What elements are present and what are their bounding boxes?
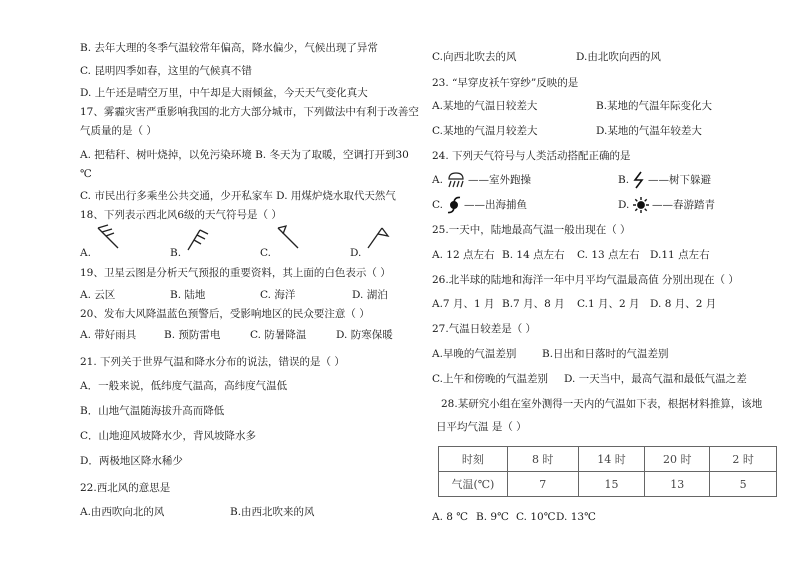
q16-option-d: D. 上午还是晴空万里，中午却是大雨倾盆，今天天气变化真大 bbox=[80, 87, 368, 99]
q24-stem: 24. 下列天气符号与人类活动搭配正确的是 bbox=[432, 150, 631, 162]
q26-option-d: D. 8 月、2 月 bbox=[650, 298, 717, 310]
q21-stem: 21. 下列关于世界气温和降水分布的说法，错误的是（ ） bbox=[80, 356, 345, 368]
rain-icon bbox=[446, 171, 466, 189]
q16-option-c: C. 昆明四季如春，这里的气候真不错 bbox=[80, 65, 252, 77]
q28-stem-line1: 28.某研究小组在室外测得一天内的气温如下表，根据材料推算，该地 bbox=[441, 398, 763, 410]
table-header-cell: 8 时 bbox=[507, 447, 578, 472]
q28-option-b: B. 9℃ bbox=[476, 511, 509, 523]
q26-option-b: B.7 月、8 月 bbox=[502, 298, 565, 310]
q24-option-d-label: D. bbox=[618, 199, 630, 211]
q18-option-c-label: C. bbox=[260, 247, 271, 259]
table-row bbox=[439, 472, 777, 497]
wind-barb-b-icon bbox=[184, 226, 212, 258]
wind-barb-a-icon bbox=[94, 224, 122, 256]
q22-option-c: C.向西北吹去的风 bbox=[432, 51, 517, 63]
q17-stem-line2: 气质量的是（ ） bbox=[80, 125, 157, 137]
table-cell: 5 bbox=[710, 472, 777, 497]
q26-option-a: A.7 月、1 月 bbox=[432, 298, 495, 310]
table-cell: 7 bbox=[507, 472, 578, 497]
q23-option-c: C.某地的气温月较差大 bbox=[432, 125, 538, 137]
table-cell: 气温(℃) bbox=[439, 472, 508, 497]
q22-option-a: A.由西吹向北的风 bbox=[80, 506, 165, 518]
q21-option-b: B．山地气温随海拔升高而降低 bbox=[80, 405, 225, 417]
q20-option-c: C. 防暑降温 bbox=[250, 329, 307, 341]
q24-option-a-text: ——室外跑操 bbox=[468, 174, 531, 186]
q23-stem: 23. “早穿皮袄午穿纱”反映的是 bbox=[432, 77, 579, 89]
q19-stem: 19、卫星云图是分析天气预报的重要资料，其上面的白色表示（ ） bbox=[80, 267, 391, 279]
q25-option-c: C. 13 点左右 bbox=[577, 249, 640, 261]
q26-option-c: C.1 月、2 月 bbox=[577, 298, 640, 310]
q20-stem: 20、发布大风降温蓝色预警后，受影响地区的民众要注意（ ） bbox=[80, 308, 370, 320]
q24-option-c-label: C. bbox=[432, 199, 443, 211]
q25-option-d: D.11 点左右 bbox=[650, 249, 710, 261]
table-header-cell: 20 时 bbox=[645, 447, 710, 472]
q19-option-c: C. 海洋 bbox=[260, 289, 296, 301]
wind-flag-c-icon bbox=[274, 224, 302, 256]
q27-option-d: D. 一天当中，最高气温和最低气温之差 bbox=[564, 373, 747, 385]
q28-stem-line2: 日平均气温 是（ ） bbox=[436, 421, 527, 433]
q24-options-ab bbox=[432, 173, 777, 191]
q25-stem: 25.一天中，陆地最高气温一般出现在（ ） bbox=[432, 224, 631, 236]
q18-option-a-label: A. bbox=[80, 247, 91, 259]
q25-option-b: B. 14 点左右 bbox=[502, 249, 565, 261]
q28-option-a: A. 8 ℃ bbox=[432, 511, 469, 523]
q17-options-ab: A. 把秸秆、树叶烧掉，以免污染环境 B. 冬天为了取暖，空调打开到30 bbox=[80, 149, 409, 161]
q27-option-a: A.早晚的气温差别 bbox=[432, 348, 517, 360]
q24-options-cd bbox=[432, 198, 777, 216]
q18-options bbox=[80, 246, 415, 266]
table-header-cell: 14 时 bbox=[578, 447, 645, 472]
table-cell: 13 bbox=[645, 472, 710, 497]
q24-option-b-label: B. bbox=[618, 174, 630, 186]
q27-option-b: B.日出和日落时的气温差别 bbox=[542, 348, 669, 360]
q17-stem-line1: 17、雾霾灾害严重影响我国的北方大部分城市，下列做法中有利于改善空 bbox=[80, 106, 419, 118]
q20-option-a: A. 带好雨具 bbox=[80, 329, 137, 341]
q28-option-c: C. 10℃ bbox=[516, 511, 556, 523]
lightning-icon bbox=[632, 171, 646, 189]
q24-option-d-text: ——春游踏青 bbox=[652, 199, 715, 211]
q24-option-b-text: ——树下躲避 bbox=[648, 174, 711, 186]
table-header-cell: 2 时 bbox=[710, 447, 777, 472]
q23-option-b: B.某地的气温年际变化大 bbox=[596, 100, 713, 112]
table-header-row bbox=[439, 447, 777, 472]
q20-option-d: D. 防寒保暖 bbox=[336, 329, 393, 341]
q20-option-b: B. 预防雷电 bbox=[164, 329, 221, 341]
q16-option-b: B. 去年大理的冬季气温较常年偏高，降水偏少，气候出现了异常 bbox=[80, 42, 378, 54]
q18-stem: 18、下列表示西北风6级的天气符号是（ ） bbox=[80, 209, 282, 221]
q22-option-b: B.由西北吹来的风 bbox=[230, 506, 315, 518]
q23-option-d: D.某地的气温年较差大 bbox=[596, 125, 702, 137]
q24-option-a-label: A. bbox=[432, 174, 443, 186]
table-cell: 15 bbox=[578, 472, 645, 497]
q21-option-a: A．一般来说，低纬度气温高，高纬度气温低 bbox=[80, 380, 288, 392]
q25-option-a: A. 12 点左右 bbox=[432, 249, 495, 261]
q19-option-b: B. 陆地 bbox=[170, 289, 206, 301]
q22-option-d: D.由北吹向西的风 bbox=[576, 51, 661, 63]
q27-stem: 27.气温日较差是（ ） bbox=[432, 323, 537, 335]
typhoon-icon bbox=[446, 196, 462, 214]
q28-option-d: D. 13℃ bbox=[556, 511, 596, 523]
q18-option-b-label: B. bbox=[170, 247, 182, 259]
q17-options-cd: C. 市民出行多乘坐公共交通，少开私家车 D. 用煤炉烧水取代天然气 bbox=[80, 190, 396, 202]
q22-stem: 22.西北风的意思是 bbox=[80, 482, 171, 494]
q17-unit: ℃ bbox=[80, 168, 92, 180]
q21-option-d: D．两极地区降水稀少 bbox=[80, 455, 183, 467]
q23-option-a: A.某地的气温日较差大 bbox=[432, 100, 538, 112]
q26-stem: 26.北半球的陆地和海洋一年中月平均气温最高值 分别出现在（ ） bbox=[432, 274, 739, 286]
q24-option-c-text: ——出海捕鱼 bbox=[464, 199, 527, 211]
q19-option-d: D. 湖泊 bbox=[352, 289, 388, 301]
sun-icon bbox=[632, 196, 650, 214]
q27-option-c: C.上午和傍晚的气温差别 bbox=[432, 373, 548, 385]
q19-option-a: A. 云区 bbox=[80, 289, 116, 301]
temperature-table bbox=[438, 446, 777, 497]
wind-flag-d-icon bbox=[364, 224, 392, 256]
q21-option-c: C．山地迎风坡降水少，背风坡降水多 bbox=[80, 430, 257, 442]
table-header-cell: 时刻 bbox=[439, 447, 508, 472]
q18-option-d-label: D. bbox=[350, 247, 362, 259]
